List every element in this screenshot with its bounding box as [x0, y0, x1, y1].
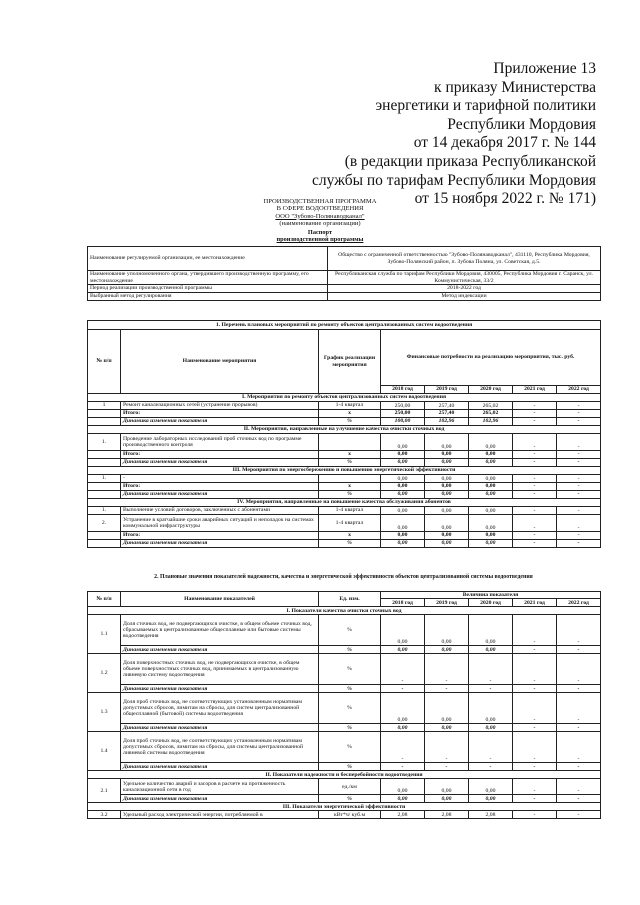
dynamics-row	[88, 491, 601, 499]
info-label: Наименование уполномоченного органа, утвердившего производственную программу, его местонахождение	[88, 271, 328, 285]
value-cell: 0,00	[425, 459, 469, 467]
value-cell: 0,00	[425, 615, 469, 646]
info-label: Выбранный метод регулирования	[88, 293, 328, 301]
section2-title: 2. Плановые значения показателей надежности, качества и энергетической эффективности объектов централизованной системы водоотведения	[154, 574, 533, 580]
value-cell: -	[513, 685, 557, 693]
dynamics-row-unit: %	[319, 646, 381, 654]
value-cell: -	[557, 451, 601, 459]
row-number: 1.3	[88, 693, 121, 732]
value-cell: -	[513, 418, 557, 426]
value-cell: -	[425, 654, 469, 685]
group-title-row	[88, 771, 601, 779]
value-cell: -	[425, 763, 469, 771]
indicator-unit: %	[319, 732, 381, 763]
col-num-header: № п/п	[88, 592, 121, 607]
value-cell: 0,00	[381, 724, 425, 732]
value-cell: -	[557, 491, 601, 499]
value-cell: 0,00	[425, 475, 469, 483]
measure-name: -	[121, 475, 319, 483]
indicator-unit: %	[319, 693, 381, 724]
dynamics-row-label: Динамика изменения показателя	[121, 795, 319, 803]
value-cell: -	[469, 763, 513, 771]
value-cell: -	[381, 732, 425, 763]
row-number: 1.	[88, 507, 121, 515]
value-cell: -	[557, 724, 601, 732]
group-title-row	[88, 499, 601, 507]
value-cell: 265,02	[469, 402, 513, 410]
row-number: 1.2	[88, 654, 121, 693]
repair-measures-table	[87, 320, 601, 548]
value-cell: -	[557, 434, 601, 451]
value-cell: 102,96	[425, 418, 469, 426]
col-value-header: Величина показателя	[381, 592, 601, 599]
document-header	[312, 60, 596, 209]
value-cell: -	[513, 763, 557, 771]
value-cell: 0,00	[425, 515, 469, 532]
organization-block	[0, 198, 640, 228]
section1-header-row	[88, 330, 601, 386]
value-cell: 265,02	[469, 410, 513, 418]
info-row	[88, 285, 601, 293]
dynamics-row-unit: %	[319, 724, 381, 732]
value-cell: 0,00	[425, 540, 469, 548]
total-row-unit: х	[319, 532, 381, 540]
group-title: III. Мероприятия по энергосбережению и повышению энергетической эффективности	[88, 467, 601, 475]
value-cell: 100,00	[381, 418, 425, 426]
value-cell: 0,00	[425, 795, 469, 803]
indicator-unit: %	[319, 615, 381, 646]
value-cell: -	[557, 532, 601, 540]
row-number-empty	[88, 483, 121, 491]
value-cell: 0,00	[425, 724, 469, 732]
value-cell: 0,00	[381, 532, 425, 540]
row-number: 1	[88, 402, 121, 410]
indicator-row	[88, 693, 601, 724]
value-cell: 0,00	[381, 795, 425, 803]
value-cell: -	[557, 418, 601, 426]
row-number: 1.	[88, 475, 121, 483]
value-cell: 257,40	[425, 410, 469, 418]
value-cell: 0,00	[381, 540, 425, 548]
row-number-empty	[88, 418, 121, 426]
value-cell: 0,00	[469, 434, 513, 451]
value-cell: 0,00	[381, 507, 425, 515]
year-header: 2019 год	[425, 599, 469, 607]
year-header: 2018 год	[381, 599, 425, 607]
value-cell: 0,00	[425, 491, 469, 499]
value-cell: -	[381, 763, 425, 771]
dynamics-row-label: Динамика изменения показателя	[121, 724, 319, 732]
row-number-empty	[88, 532, 121, 540]
value-cell: -	[381, 685, 425, 693]
indicator-name: Доля проб сточных вод, не соответствующих установленным нормативам допустимых сбросов, лимитам на сбросы, для систем централизованной общесплавной (бытовой) системы водоотведения	[121, 693, 319, 724]
dynamics-row-label: Динамика изменения показателя	[121, 459, 319, 467]
value-cell: 0,00	[469, 795, 513, 803]
value-cell: -	[557, 693, 601, 724]
col-name-header: Наименование мероприятия	[121, 330, 319, 394]
value-cell: 0,00	[381, 615, 425, 646]
group-title: II. Мероприятия, направленные на улучшение качества очистки сточных вод	[88, 426, 601, 434]
group-title-row	[88, 607, 601, 615]
value-cell: 0,00	[469, 532, 513, 540]
info-row	[88, 293, 601, 301]
value-cell: -	[513, 507, 557, 515]
value-cell: -	[513, 410, 557, 418]
measure-schedule: 1-4 квартал	[319, 515, 381, 532]
value-cell: -	[557, 779, 601, 795]
year-header: 2018 год	[381, 386, 425, 394]
info-row	[88, 247, 601, 271]
value-cell: -	[513, 732, 557, 763]
value-cell: -	[557, 507, 601, 515]
value-cell: -	[513, 693, 557, 724]
col-schedule-header: График реализации мероприятия	[319, 330, 381, 394]
group-title-row	[88, 467, 601, 475]
value-cell: -	[513, 811, 557, 819]
dynamics-row-unit: %	[319, 459, 381, 467]
total-row-unit: х	[319, 451, 381, 459]
value-cell: 0,00	[381, 646, 425, 654]
value-cell: 0,00	[469, 646, 513, 654]
value-cell: 0,00	[469, 693, 513, 724]
value-cell: -	[469, 685, 513, 693]
indicator-row	[88, 779, 601, 795]
value-cell: 0,00	[381, 451, 425, 459]
value-cell: -	[513, 451, 557, 459]
value-cell: -	[425, 732, 469, 763]
value-cell: 257,40	[425, 402, 469, 410]
dynamics-row	[88, 795, 601, 803]
header-line: (в редакции приказа Республиканской	[344, 152, 596, 170]
dynamics-row-label: Динамика изменения показателя	[121, 491, 319, 499]
dynamics-row-unit: %	[319, 540, 381, 548]
indicator-name: Удельный расход электрической энергии, потребляемой в	[121, 811, 319, 819]
year-header: 2020 год	[469, 599, 513, 607]
col-name-header: Наименование показателей	[121, 592, 319, 607]
group-title-row	[88, 426, 601, 434]
measure-name: Выполнение условий договоров, заключенных с абонентами	[121, 507, 319, 515]
year-header: 2021 год	[513, 386, 557, 394]
dynamics-row-label: Динамика изменения показателя	[121, 418, 319, 426]
value-cell: -	[513, 795, 557, 803]
value-cell: -	[513, 646, 557, 654]
info-value: Республиканская служба по тарифам Республики Мордовия, 430005, Республика Мордовия г. Саранск, ул. Коммунистическая, 33/2	[328, 271, 601, 285]
passport-heading	[0, 229, 640, 244]
passport-subtitle: производственной программы	[276, 236, 364, 244]
indicator-row	[88, 732, 601, 763]
value-cell: -	[557, 459, 601, 467]
organization-name: ООО "Зубово-Полянаводканал"	[275, 212, 365, 220]
measure-row	[88, 507, 601, 515]
indicator-row	[88, 615, 601, 646]
value-cell: -	[557, 654, 601, 685]
info-value: 2018-2022 год	[328, 285, 601, 293]
value-cell: 0,00	[469, 483, 513, 491]
value-cell: 102,96	[469, 418, 513, 426]
dynamics-row-unit: %	[319, 795, 381, 803]
value-cell: -	[557, 811, 601, 819]
value-cell: 0,00	[425, 532, 469, 540]
info-label: Наименование регулируемой организации, ее местонахождение	[88, 247, 328, 271]
value-cell: 0,00	[469, 724, 513, 732]
group-title-row	[88, 394, 601, 402]
group-title-row	[88, 803, 601, 811]
value-cell: -	[557, 763, 601, 771]
row-number: 2.	[88, 515, 121, 532]
row-number: 2.1	[88, 779, 121, 803]
dynamics-row	[88, 724, 601, 732]
dynamics-row-unit: %	[319, 763, 381, 771]
row-number-empty	[88, 540, 121, 548]
year-header: 2022 год	[557, 386, 601, 394]
header-line: службы по тарифам Республики Мордовия	[312, 171, 596, 189]
col-num-header: № п/п	[88, 330, 121, 394]
group-title: I. Мероприятия по ремонту объектов централизованных систем водоотведения	[88, 394, 601, 402]
value-cell: -	[513, 434, 557, 451]
value-cell: 2,08	[381, 811, 425, 819]
value-cell: -	[513, 483, 557, 491]
program-title: ПРОИЗВОДСТВЕННАЯ ПРОГРАММА	[263, 198, 377, 205]
total-row	[88, 451, 601, 459]
value-cell: -	[557, 540, 601, 548]
value-cell: 0,00	[469, 475, 513, 483]
row-number: 1.1	[88, 615, 121, 654]
value-cell: -	[557, 483, 601, 491]
value-cell: 0,00	[381, 483, 425, 491]
dynamics-row-label: Динамика изменения показателя	[121, 540, 319, 548]
indicator-name: Доля сточных вод, не подвергающихся очистке, в общем объеме сточных вод, сбрасываемых в централизованные общесплавные или бытовые системы водоотведения	[121, 615, 319, 646]
group-title: IV. Мероприятия, направленные на повышение качества обслуживания абонентов	[88, 499, 601, 507]
row-number: 1.	[88, 434, 121, 451]
measure-row	[88, 434, 601, 451]
dynamics-row-unit: %	[319, 418, 381, 426]
value-cell: -	[513, 615, 557, 646]
measure-name: Ремонт канализационных сетей (устранение прорывов)	[121, 402, 319, 410]
row-number-empty	[88, 451, 121, 459]
header-line: от 15 ноября 2022 г. № 171)	[414, 190, 596, 208]
total-row-unit: х	[319, 410, 381, 418]
value-cell: -	[513, 402, 557, 410]
measure-schedule: 1-4 квартал	[319, 402, 381, 410]
col-finance-header: Финансовые потребности на реализацию мероприятия, тыс. руб.	[381, 330, 601, 386]
info-value: Метод индексации	[328, 293, 601, 301]
value-cell: -	[513, 491, 557, 499]
dynamics-row-label: Динамика изменения показателя	[121, 763, 319, 771]
row-number-empty	[88, 410, 121, 418]
value-cell: -	[425, 685, 469, 693]
passport-info-table	[87, 246, 601, 301]
indicator-name: Удельное количество аварий и засоров в расчете на протяженность канализационной сети в год	[121, 779, 319, 795]
measure-row	[88, 475, 601, 483]
measure-schedule	[319, 434, 381, 451]
header-line: энергетики и тарифной политики	[375, 97, 596, 115]
value-cell: 0,00	[381, 434, 425, 451]
measure-schedule	[319, 475, 381, 483]
header-line: Республики Мордовия	[447, 115, 596, 133]
year-header: 2022 год	[557, 599, 601, 607]
value-cell: -	[513, 654, 557, 685]
section1-title-row	[88, 321, 601, 330]
value-cell: -	[557, 685, 601, 693]
value-cell: 0,00	[381, 459, 425, 467]
value-cell: 0,00	[381, 491, 425, 499]
indicator-unit: кВт*ч/ куб.м	[319, 811, 381, 819]
value-cell: -	[513, 540, 557, 548]
total-row	[88, 532, 601, 540]
header-line: к приказу Министерства	[434, 78, 596, 96]
section2-header-row	[88, 592, 601, 599]
passport-title: Паспорт	[307, 229, 333, 236]
value-cell: 0,00	[381, 515, 425, 532]
group-title: III. Показатели энергетической эффективности	[88, 803, 601, 811]
dynamics-row	[88, 418, 601, 426]
value-cell: 0,00	[381, 693, 425, 724]
organization-caption: (наименование организации)	[279, 220, 361, 228]
value-cell: 0,00	[469, 507, 513, 515]
measure-name: Устранение в кратчайшие сроки аварийных ситуаций и неполадок на системах коммунальной инфраструктуры	[121, 515, 319, 532]
indicator-row	[88, 811, 601, 819]
indicator-row	[88, 654, 601, 685]
value-cell: -	[469, 654, 513, 685]
value-cell: 2,08	[425, 811, 469, 819]
value-cell: -	[557, 410, 601, 418]
value-cell: -	[513, 779, 557, 795]
total-row	[88, 483, 601, 491]
value-cell: 0,00	[425, 451, 469, 459]
value-cell: -	[557, 402, 601, 410]
value-cell: 2,08	[469, 811, 513, 819]
value-cell: 0,00	[469, 491, 513, 499]
dynamics-row-label: Динамика изменения показателя	[121, 685, 319, 693]
indicator-unit: %	[319, 654, 381, 685]
measure-row	[88, 402, 601, 410]
value-cell: -	[513, 475, 557, 483]
row-number-empty	[88, 491, 121, 499]
header-line: от 14 декабря 2017 г. № 144	[413, 134, 596, 152]
value-cell: 0,00	[381, 475, 425, 483]
value-cell: 250,00	[381, 402, 425, 410]
value-cell: 0,00	[425, 779, 469, 795]
value-cell: -	[557, 732, 601, 763]
total-row-label: Итого:	[121, 451, 319, 459]
info-row	[88, 271, 601, 285]
value-cell: 0,00	[469, 779, 513, 795]
program-scope: В СФЕРЕ ВОДООТВЕДЕНИЯ	[276, 205, 364, 213]
value-cell: 0,00	[469, 615, 513, 646]
header-line: Приложение 13	[493, 60, 596, 77]
dynamics-row	[88, 685, 601, 693]
value-cell: 0,00	[469, 451, 513, 459]
dynamics-row-label: Динамика изменения показателя	[121, 646, 319, 654]
value-cell: -	[557, 615, 601, 646]
measure-row	[88, 515, 601, 532]
value-cell: -	[513, 515, 557, 532]
year-header: 2020 год	[469, 386, 513, 394]
value-cell: -	[557, 475, 601, 483]
dynamics-row	[88, 763, 601, 771]
value-cell: 0,00	[425, 693, 469, 724]
measure-name: Проведение лабораторных исследований проб сточных вод по программе производственного контроля	[121, 434, 319, 451]
total-row-label: Итого:	[121, 483, 319, 491]
value-cell: -	[469, 732, 513, 763]
year-header: 2021 год	[513, 599, 557, 607]
value-cell: 0,00	[425, 434, 469, 451]
indicators-table	[87, 591, 601, 819]
indicator-name: Доля проб сточных вод, не соответствующих установленным нормативам допустимых сбросов, лимитам на сбросы, для системы централизованной ливневой системы водоотведения	[121, 732, 319, 763]
row-number-empty	[88, 459, 121, 467]
value-cell: -	[513, 532, 557, 540]
total-row-unit: х	[319, 483, 381, 491]
value-cell: 0,00	[425, 483, 469, 491]
measure-schedule: 1-4 квартал	[319, 507, 381, 515]
indicator-unit: ед./км	[319, 779, 381, 795]
value-cell: 0,00	[469, 540, 513, 548]
value-cell: -	[557, 795, 601, 803]
value-cell: -	[381, 654, 425, 685]
section1-title: 1. Перечень плановых мероприятий по ремонту объектов централизованных систем водоотведения	[88, 321, 601, 330]
value-cell: 0,00	[469, 459, 513, 467]
dynamics-row	[88, 459, 601, 467]
value-cell: 0,00	[425, 507, 469, 515]
info-label: Период реализации производственной программы	[88, 285, 328, 293]
info-value: Общество с ограниченной ответственностью "Зубово-Полянаводканал", 431110, Республика Мордовия, Зубово-Полянский район, п. Зубова Поляна, ул. Советская, д.5.	[328, 247, 601, 271]
col-unit-header: Ед. изм.	[319, 592, 381, 607]
group-title: II. Показатели надежности и бесперебойности водоотведения	[88, 771, 601, 779]
value-cell: -	[557, 515, 601, 532]
dynamics-row	[88, 540, 601, 548]
value-cell: -	[513, 459, 557, 467]
value-cell: 0,00	[381, 779, 425, 795]
value-cell: -	[557, 646, 601, 654]
value-cell: -	[513, 724, 557, 732]
dynamics-row	[88, 646, 601, 654]
value-cell: 0,00	[425, 646, 469, 654]
year-header: 2019 год	[425, 386, 469, 394]
total-row-label: Итого:	[121, 532, 319, 540]
total-row-label: Итого:	[121, 410, 319, 418]
row-number: 3.2	[88, 811, 121, 819]
value-cell: 0,00	[469, 515, 513, 532]
row-number: 1.4	[88, 732, 121, 771]
indicator-name: Доля поверхностных сточных вод, не подвергающихся очистке, в общем объеме поверхностных сточных вод, принимаемых в централизованную ливневую систему водоотведения	[121, 654, 319, 685]
value-cell: 250,00	[381, 410, 425, 418]
group-title: I. Показатели качества очистки сточных вод	[88, 607, 601, 615]
dynamics-row-unit: %	[319, 685, 381, 693]
total-row	[88, 410, 601, 418]
dynamics-row-unit: %	[319, 491, 381, 499]
